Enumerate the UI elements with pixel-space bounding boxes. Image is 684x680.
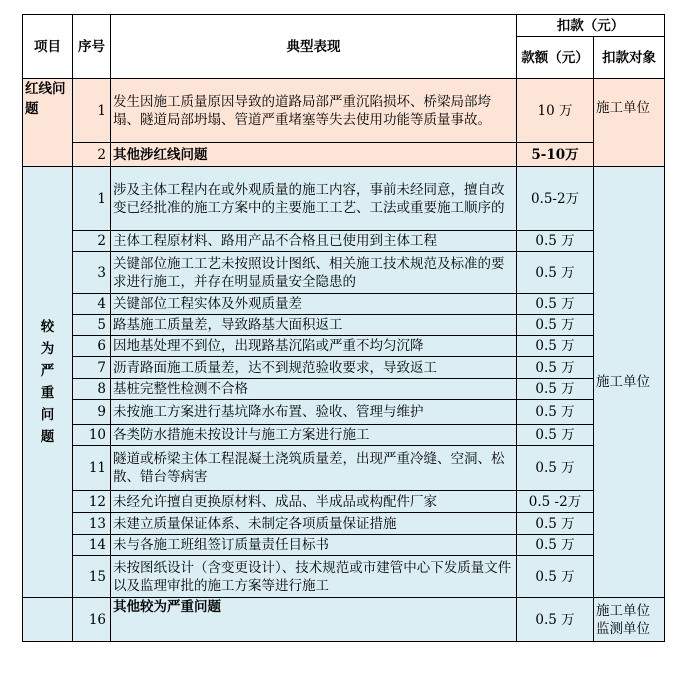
seq-cell: 4 xyxy=(73,294,111,315)
table-row xyxy=(23,446,665,491)
table-row xyxy=(23,79,665,143)
category-serious xyxy=(23,167,73,598)
desc-cell: 基桩完整性检测不合格 xyxy=(111,379,517,400)
amount-cell: 0.5 万 xyxy=(517,357,594,379)
deduction-table xyxy=(22,14,665,642)
target-cell: 施工单位 xyxy=(594,79,665,167)
table-row xyxy=(23,167,665,231)
category-char: 重 xyxy=(40,385,55,401)
table-row xyxy=(23,315,665,336)
table-row xyxy=(23,400,665,425)
amount-cell: 0.5 万 xyxy=(517,598,594,642)
category-char: 较 xyxy=(40,319,55,335)
table-row xyxy=(23,357,665,379)
header-deduct: 扣款（元） xyxy=(517,15,665,37)
seq-cell: 1 xyxy=(73,167,111,231)
table-row xyxy=(23,556,665,598)
desc-cell: 其他较为严重问题 xyxy=(111,598,517,642)
category-char: 题 xyxy=(40,429,55,445)
seq-cell: 12 xyxy=(73,491,111,513)
amount-cell: 0.5 万 xyxy=(517,446,594,491)
seq-cell: 15 xyxy=(73,556,111,598)
header-desc: 典型表现 xyxy=(111,15,517,79)
desc-cell: 未建立质量保证体系、未制定各项质量保证措施 xyxy=(111,513,517,535)
amount-cell: 0.5 万 xyxy=(517,336,594,357)
seq-cell: 2 xyxy=(73,231,111,252)
amount-cell: 0.5-2万 xyxy=(517,167,594,231)
desc-cell: 涉及主体工程内在或外观质量的施工内容，事前未经同意，擅自改变已经批准的施工方案中的主要施工工艺、工法或重要施工顺序的 xyxy=(111,167,517,231)
amount-cell: 0.5 万 xyxy=(517,315,594,336)
desc-cell: 未经允许擅自更换原材料、成品、半成品或构配件厂家 xyxy=(111,491,517,513)
header-target: 扣款对象 xyxy=(594,37,665,79)
seq-cell: 1 xyxy=(73,79,111,143)
table-row xyxy=(23,231,665,252)
amount-cell: 0.5 万 xyxy=(517,379,594,400)
desc-cell: 沥青路面施工质量差，达不到规范验收要求，导致返工 xyxy=(111,357,517,379)
seq-cell: 2 xyxy=(73,143,111,167)
amount-cell: 5-10万 xyxy=(517,143,594,167)
amount-cell: 0.5 万 xyxy=(517,231,594,252)
table-row xyxy=(23,491,665,513)
desc-cell: 未按图纸设计（含变更设计）、技术规范或市建管中心下发质量文件以及监理审批的施工方案等进行施工 xyxy=(111,556,517,598)
desc-cell: 主体工程原材料、路用产品不合格且已使用到主体工程 xyxy=(111,231,517,252)
amount-cell: 0.5 万 xyxy=(517,400,594,425)
table-row xyxy=(23,513,665,535)
table-row xyxy=(23,336,665,357)
table-row xyxy=(23,425,665,446)
target-cell: 施工单位 xyxy=(594,167,665,598)
amount-cell: 0.5 万 xyxy=(517,252,594,294)
desc-cell: 发生因施工质量原因导致的道路局部严重沉陷损坏、桥梁局部垮塌、隧道局部坍塌、管道严重堵塞等失去使用功能等质量事故。 xyxy=(111,79,517,143)
table-row xyxy=(23,143,665,167)
seq-cell: 13 xyxy=(73,513,111,535)
desc-cell: 因地基处理不到位，出现路基沉陷或严重不均匀沉降 xyxy=(111,336,517,357)
desc-cell: 未与各施工班组签订质量责任目标书 xyxy=(111,535,517,556)
target-line: 施工单位 xyxy=(596,602,650,619)
table-row xyxy=(23,535,665,556)
seq-cell: 6 xyxy=(73,336,111,357)
amount-cell: 0.5 -2万 xyxy=(517,491,594,513)
table-row xyxy=(23,379,665,400)
target-line: 监测单位 xyxy=(596,620,650,637)
category-empty xyxy=(23,598,73,642)
seq-cell: 11 xyxy=(73,446,111,491)
amount-cell: 10 万 xyxy=(517,79,594,143)
amount-cell: 0.5 万 xyxy=(517,556,594,598)
header-row-1 xyxy=(23,15,665,37)
category-char: 为 xyxy=(40,341,55,357)
desc-cell: 关键部位工程实体及外观质量差 xyxy=(111,294,517,315)
desc-cell: 关键部位施工工艺未按照设计图纸、相关施工技术规范及标准的要求进行施工，并存在明显质量安全隐患的 xyxy=(111,252,517,294)
table-row xyxy=(23,598,665,642)
desc-cell: 路基施工质量差，导致路基大面积返工 xyxy=(111,315,517,336)
target-cell xyxy=(594,598,665,642)
seq-cell: 10 xyxy=(73,425,111,446)
seq-cell: 16 xyxy=(73,598,111,642)
seq-cell: 9 xyxy=(73,400,111,425)
category-red-line: 红线问题 xyxy=(23,79,73,167)
header-seq: 序号 xyxy=(73,15,111,79)
table-row xyxy=(23,294,665,315)
desc-cell: 各类防水措施未按设计与施工方案进行施工 xyxy=(111,425,517,446)
seq-cell: 14 xyxy=(73,535,111,556)
table-row xyxy=(23,252,665,294)
desc-cell: 未按施工方案进行基坑降水布置、验收、管理与维护 xyxy=(111,400,517,425)
amount-cell: 0.5 万 xyxy=(517,294,594,315)
amount-cell: 0.5 万 xyxy=(517,513,594,535)
seq-cell: 3 xyxy=(73,252,111,294)
seq-cell: 5 xyxy=(73,315,111,336)
category-char: 问 xyxy=(40,407,55,423)
seq-cell: 7 xyxy=(73,357,111,379)
desc-cell: 隧道或桥梁主体工程混凝土浇筑质量差，出现严重冷缝、空洞、松散、错台等病害 xyxy=(111,446,517,491)
amount-cell: 0.5 万 xyxy=(517,425,594,446)
header-amount: 款额（元） xyxy=(517,37,594,79)
amount-cell: 0.5 万 xyxy=(517,535,594,556)
header-project: 项目 xyxy=(23,15,73,79)
seq-cell: 8 xyxy=(73,379,111,400)
category-char: 严 xyxy=(40,363,55,379)
desc-cell: 其他涉红线问题 xyxy=(111,143,517,167)
